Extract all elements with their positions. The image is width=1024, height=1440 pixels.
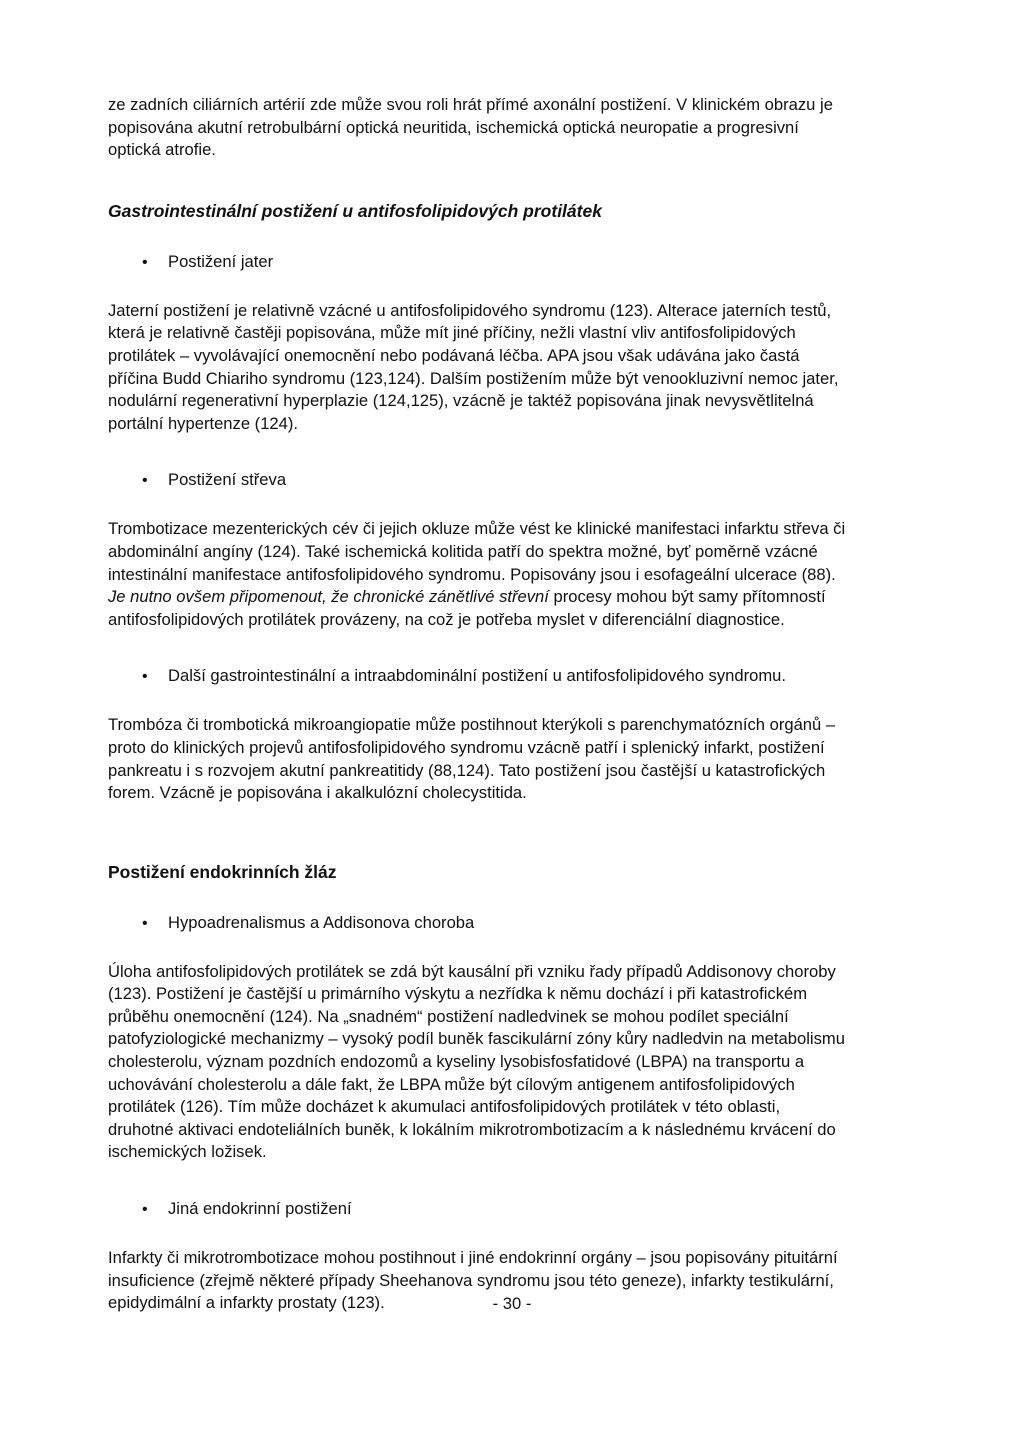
bullet-other-endocrine-label: Jiná endokrinní postižení — [168, 1199, 352, 1219]
bullet-other-endocrine — [108, 1198, 848, 1221]
page-number: - 30 - — [492, 1294, 532, 1313]
paragraph-intestine-part-1: Trombotizace mezenterických cév či jejich okluze může vést ke klinické manifestaci infarktu střeva či abdominální angíny (124). Také ischemická kolitida patří do spektra možné, byť poměrně vzácné intestinální manifestace antifosfolipidového syndromu. Popisovány jsou i esofageální ulcerace (88). — [108, 519, 846, 584]
paragraph-intestine-part-3: procesy mohou být samy přítomností antifosfolipidových protilátek provázeny, na což je potřeba myslet v diferenciální diagnostice. — [108, 587, 826, 629]
paragraph-liver: Jaterní postižení je relativně vzácné u antifosfolipidového syndromu (123). Alterace jaterních testů, která je relativně častěji popisována, může mít jiné příčiny, nežli vlastní vliv antifosfolipidových protilátek – vyvolávající onemocnění nebo podávaná léčba. APA jsou však udávána jako častá příčina Budd Chiariho syndromu (123,124). Dalším postižením může být venookluzivní nemoc jater, nodulární regenerativní hyperplazie (124,125), vzácně je taktéž popisována jinak nevysvětlitelná portální hypertenze (124). — [108, 300, 839, 433]
heading-gastrointestinal: Gastrointestinální postižení u antifosfolipidových protilátek — [108, 200, 602, 221]
bullet-intestine — [108, 469, 848, 492]
heading-endocrine: Postižení endokrinních žláz — [108, 861, 337, 882]
bullet-dot: • — [142, 668, 148, 686]
bullet-addison-label: Hypoadrenalismus a Addisonova choroba — [168, 912, 475, 932]
paragraph-intestine-italic: Je nutno ovšem připomenout, že chronické zánětlivé střevní — [108, 587, 549, 607]
bullet-liver — [108, 251, 848, 274]
paragraph-optic: ze zadních ciliárních artérií zde může svou roli hrát přímé axonální postižení. V klinickém obrazu je popisována akutní retrobulbární optická neuritida, ischemická optická neuropatie a progresivní optická atrofie. — [108, 95, 833, 160]
bullet-liver-label: Postižení jater — [168, 251, 274, 271]
paragraph-intestine — [108, 518, 848, 631]
bullet-addison — [108, 912, 848, 935]
bullet-dot: • — [142, 914, 148, 932]
bullet-dot: • — [142, 1201, 148, 1219]
page-content — [108, 94, 848, 1315]
bullet-other-gi-label: Další gastrointestinální a intraabdominální postižení u antifosfolipidového syndromu. — [168, 666, 787, 686]
bullet-intestine-label: Postižení střeva — [168, 470, 287, 490]
paragraph-addison: Úloha antifosfolipidových protilátek se zdá být kausální při vzniku řady případů Addisonovy choroby (123). Postižení je častější u primárního výskytu a nezřídka k němu dochází i při katastrofickém průběhu onemocnění (124). Na „snadném“ postižení nadledvinek se mohou podílet speciální patofyziologické mechanizmy – vysoký podíl buněk fascikulární zóny kůry nadledvin na metabolismu cholesterolu, význam pozdních endozomů a kyseliny lysobisfosfatidové (LBPA) na transportu a uchovávání cholesterolu a dále fakt, že LBPA může být cílovým antigenem antifosfolipidových protilátek (126). Tím může docházet k akumulaci antifosfolipidových protilátek v této oblasti, druhotné aktivaci endoteliálních buněk, k lokálním mikrotrombotizacím a k následnému krvácení do ischemických ložisek. — [108, 961, 845, 1162]
paragraph-other-endocrine: Infarkty či mikrotrombotizace mohou postihnout i jiné endokrinní orgány – jsou popisovány pituitární insuficience (zřejmě některé případy Sheehanova syndromu jsou této geneze), infarkty testikulární, epidydimální a infarkty prostaty (123). — [108, 1248, 838, 1313]
bullet-other-gi — [108, 665, 848, 688]
bullet-dot: • — [142, 472, 148, 490]
paragraph-thrombosis: Trombóza či trombotická mikroangiopatie může postihnout kterýkoli s parenchymatózních orgánů – proto do klinických projevů antifosfolipidového syndromu vzácně patří i splenický infarkt, postižení pankreatu i s rozvojem akutní pankreatitidy (88,124). Tato postižení jsou častější u katastrofických forem. Vzácně je popisována i akalkulózní cholecystitida. — [108, 715, 836, 803]
bullet-dot: • — [142, 253, 148, 271]
